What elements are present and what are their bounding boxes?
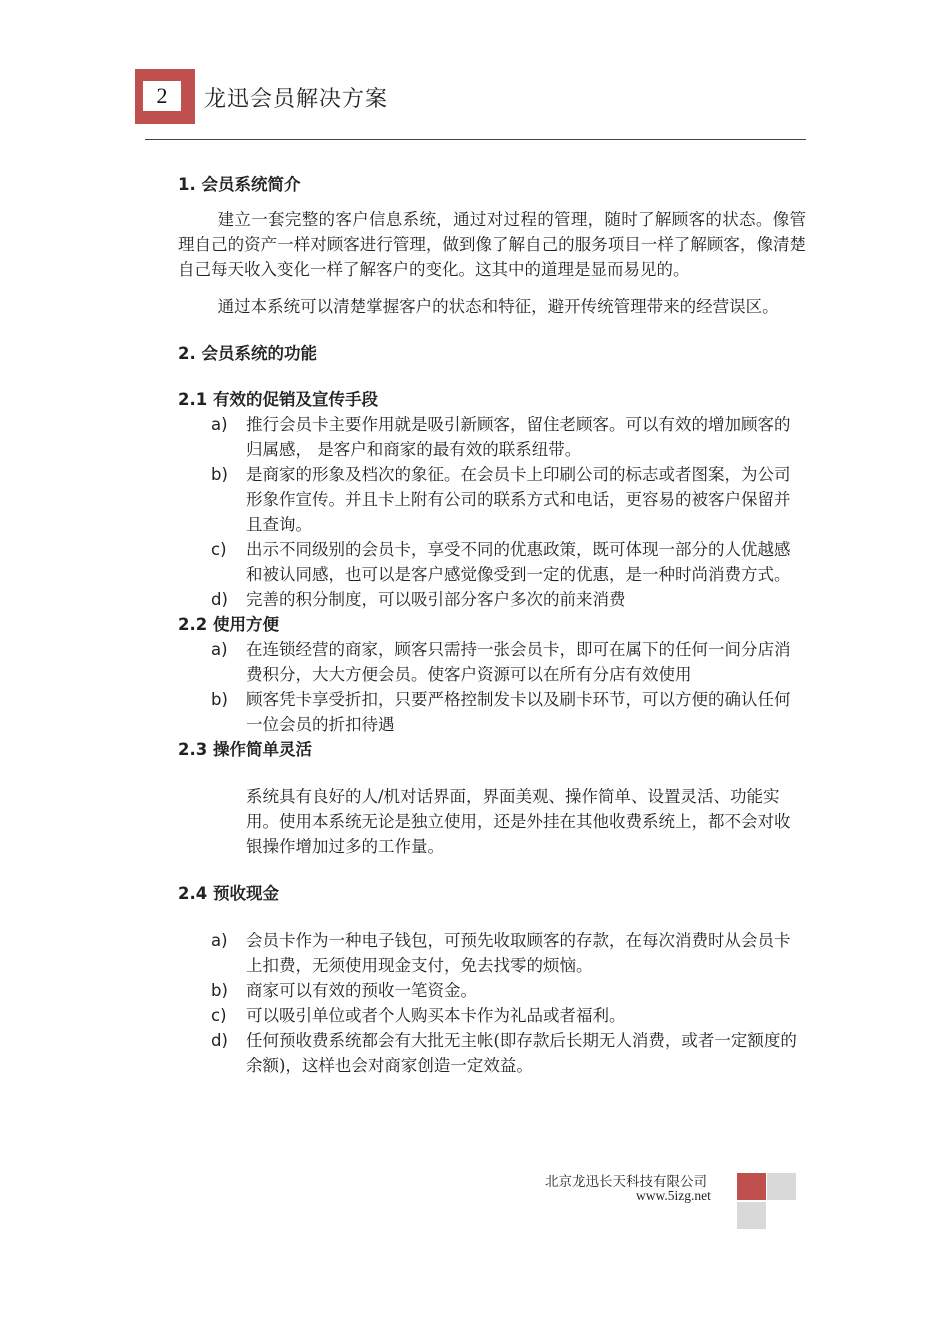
list-item-text: 可以吸引单位或者个人购买本卡作为礼品或者福利。 [246, 1006, 626, 1025]
list-item-label: b) [211, 465, 228, 484]
section-1-paragraph-2: 通过本系统可以清楚掌握客户的状态和特征，避开传统管理带来的经营误区。 [217, 297, 779, 316]
list-item [178, 978, 806, 1003]
document-body [178, 172, 806, 1078]
list-item [178, 1028, 806, 1078]
section-2-3-heading: 2.3 操作简单灵活 [178, 740, 312, 759]
footer-website: www.5izg.net [636, 1188, 711, 1203]
section-2-1-heading: 2.1 有效的促销及宣传手段 [178, 390, 378, 409]
page-number: 2 [143, 81, 181, 111]
list-item-label: c) [211, 540, 227, 559]
list-item [178, 412, 806, 462]
section-2-heading: 2. 会员系统的功能 [178, 344, 317, 363]
list-item-label: a) [211, 931, 228, 950]
list-item-label: b) [211, 690, 228, 709]
list-item [178, 928, 806, 978]
list-item [178, 537, 806, 587]
section-1-paragraph-1: 建立一套完整的客户信息系统，通过对过程的管理，随时了解顾客的状态。像管理自己的资产一样对顾客进行管理，做到像了解自己的服务项目一样了解顾客，像清楚自己每天收入变化一样了解客户的变化。这其中的道理是显而易见的。 [178, 210, 806, 279]
footer-company-name: 北京龙迅长天科技有限公司 [545, 1174, 707, 1190]
list-item-label: a) [211, 415, 228, 434]
list-item [178, 587, 806, 612]
list-item-text: 完善的积分制度，可以吸引部分客户多次的前来消费 [246, 590, 626, 609]
footer-logo-square-red [737, 1173, 766, 1200]
list-item-text: 出示不同级别的会员卡，享受不同的优惠政策，既可体现一部分的人优越感和被认同感，也可以是客户感觉像受到一定的优惠，是一种时尚消费方式。 [246, 540, 791, 584]
list-item-text: 商家可以有效的预收一笔资金。 [246, 981, 477, 1000]
footer-logo-square-grey [767, 1173, 796, 1200]
list-item-label: a) [211, 640, 228, 659]
list-item [178, 637, 806, 687]
section-2-2-heading: 2.2 使用方便 [178, 615, 279, 634]
list-item-text: 在连锁经营的商家，顾客只需持一张会员卡，即可在属下的任何一间分店消费积分，大大方便会员。使客户资源可以在所有分店有效使用 [246, 640, 791, 684]
page-number-badge [135, 69, 195, 124]
header-divider [145, 139, 806, 140]
list-item-label: d) [211, 590, 228, 609]
list-item-text: 推行会员卡主要作用就是吸引新顾客，留住老顾客。可以有效的增加顾客的归属感， 是客户和商家的最有效的联系纽带。 [246, 415, 791, 459]
list-item-label: c) [211, 1006, 227, 1025]
footer-logo-square-grey [737, 1202, 766, 1229]
list-item-text: 任何预收费系统都会有大批无主帐(即存款后长期无人消费，或者一定额度的余额)，这样也会对商家创造一定效益。 [246, 1031, 797, 1075]
document-title: 龙迅会员解决方案 [204, 87, 389, 112]
list-item [178, 687, 806, 737]
list-item-text: 是商家的形象及档次的象征。在会员卡上印刷公司的标志或者图案，为公司形象作宣传。并且卡上附有公司的联系方式和电话，更容易的被客户保留并且查询。 [246, 465, 791, 534]
list-item-text: 顾客凭卡享受折扣，只要严格控制发卡以及刷卡环节，可以方便的确认任何一位会员的折扣待遇 [246, 690, 791, 734]
list-item [178, 462, 806, 537]
list-item-label: b) [211, 981, 228, 1000]
list-item-label: d) [211, 1031, 228, 1050]
section-1-heading: 1. 会员系统简介 [178, 175, 301, 194]
list-item [178, 1003, 806, 1028]
section-2-4-heading: 2.4 预收现金 [178, 884, 279, 903]
section-2-3-paragraph: 系统具有良好的人/机对话界面，界面美观、操作简单、设置灵活、功能实用。使用本系统无论是独立使用，还是外挂在其他收费系统上，都不会对收银操作增加过多的工作量。 [246, 787, 791, 856]
list-item-text: 会员卡作为一种电子钱包，可预先收取顾客的存款，在每次消费时从会员卡上扣费，无须使用现金支付，免去找零的烦恼。 [246, 931, 791, 975]
